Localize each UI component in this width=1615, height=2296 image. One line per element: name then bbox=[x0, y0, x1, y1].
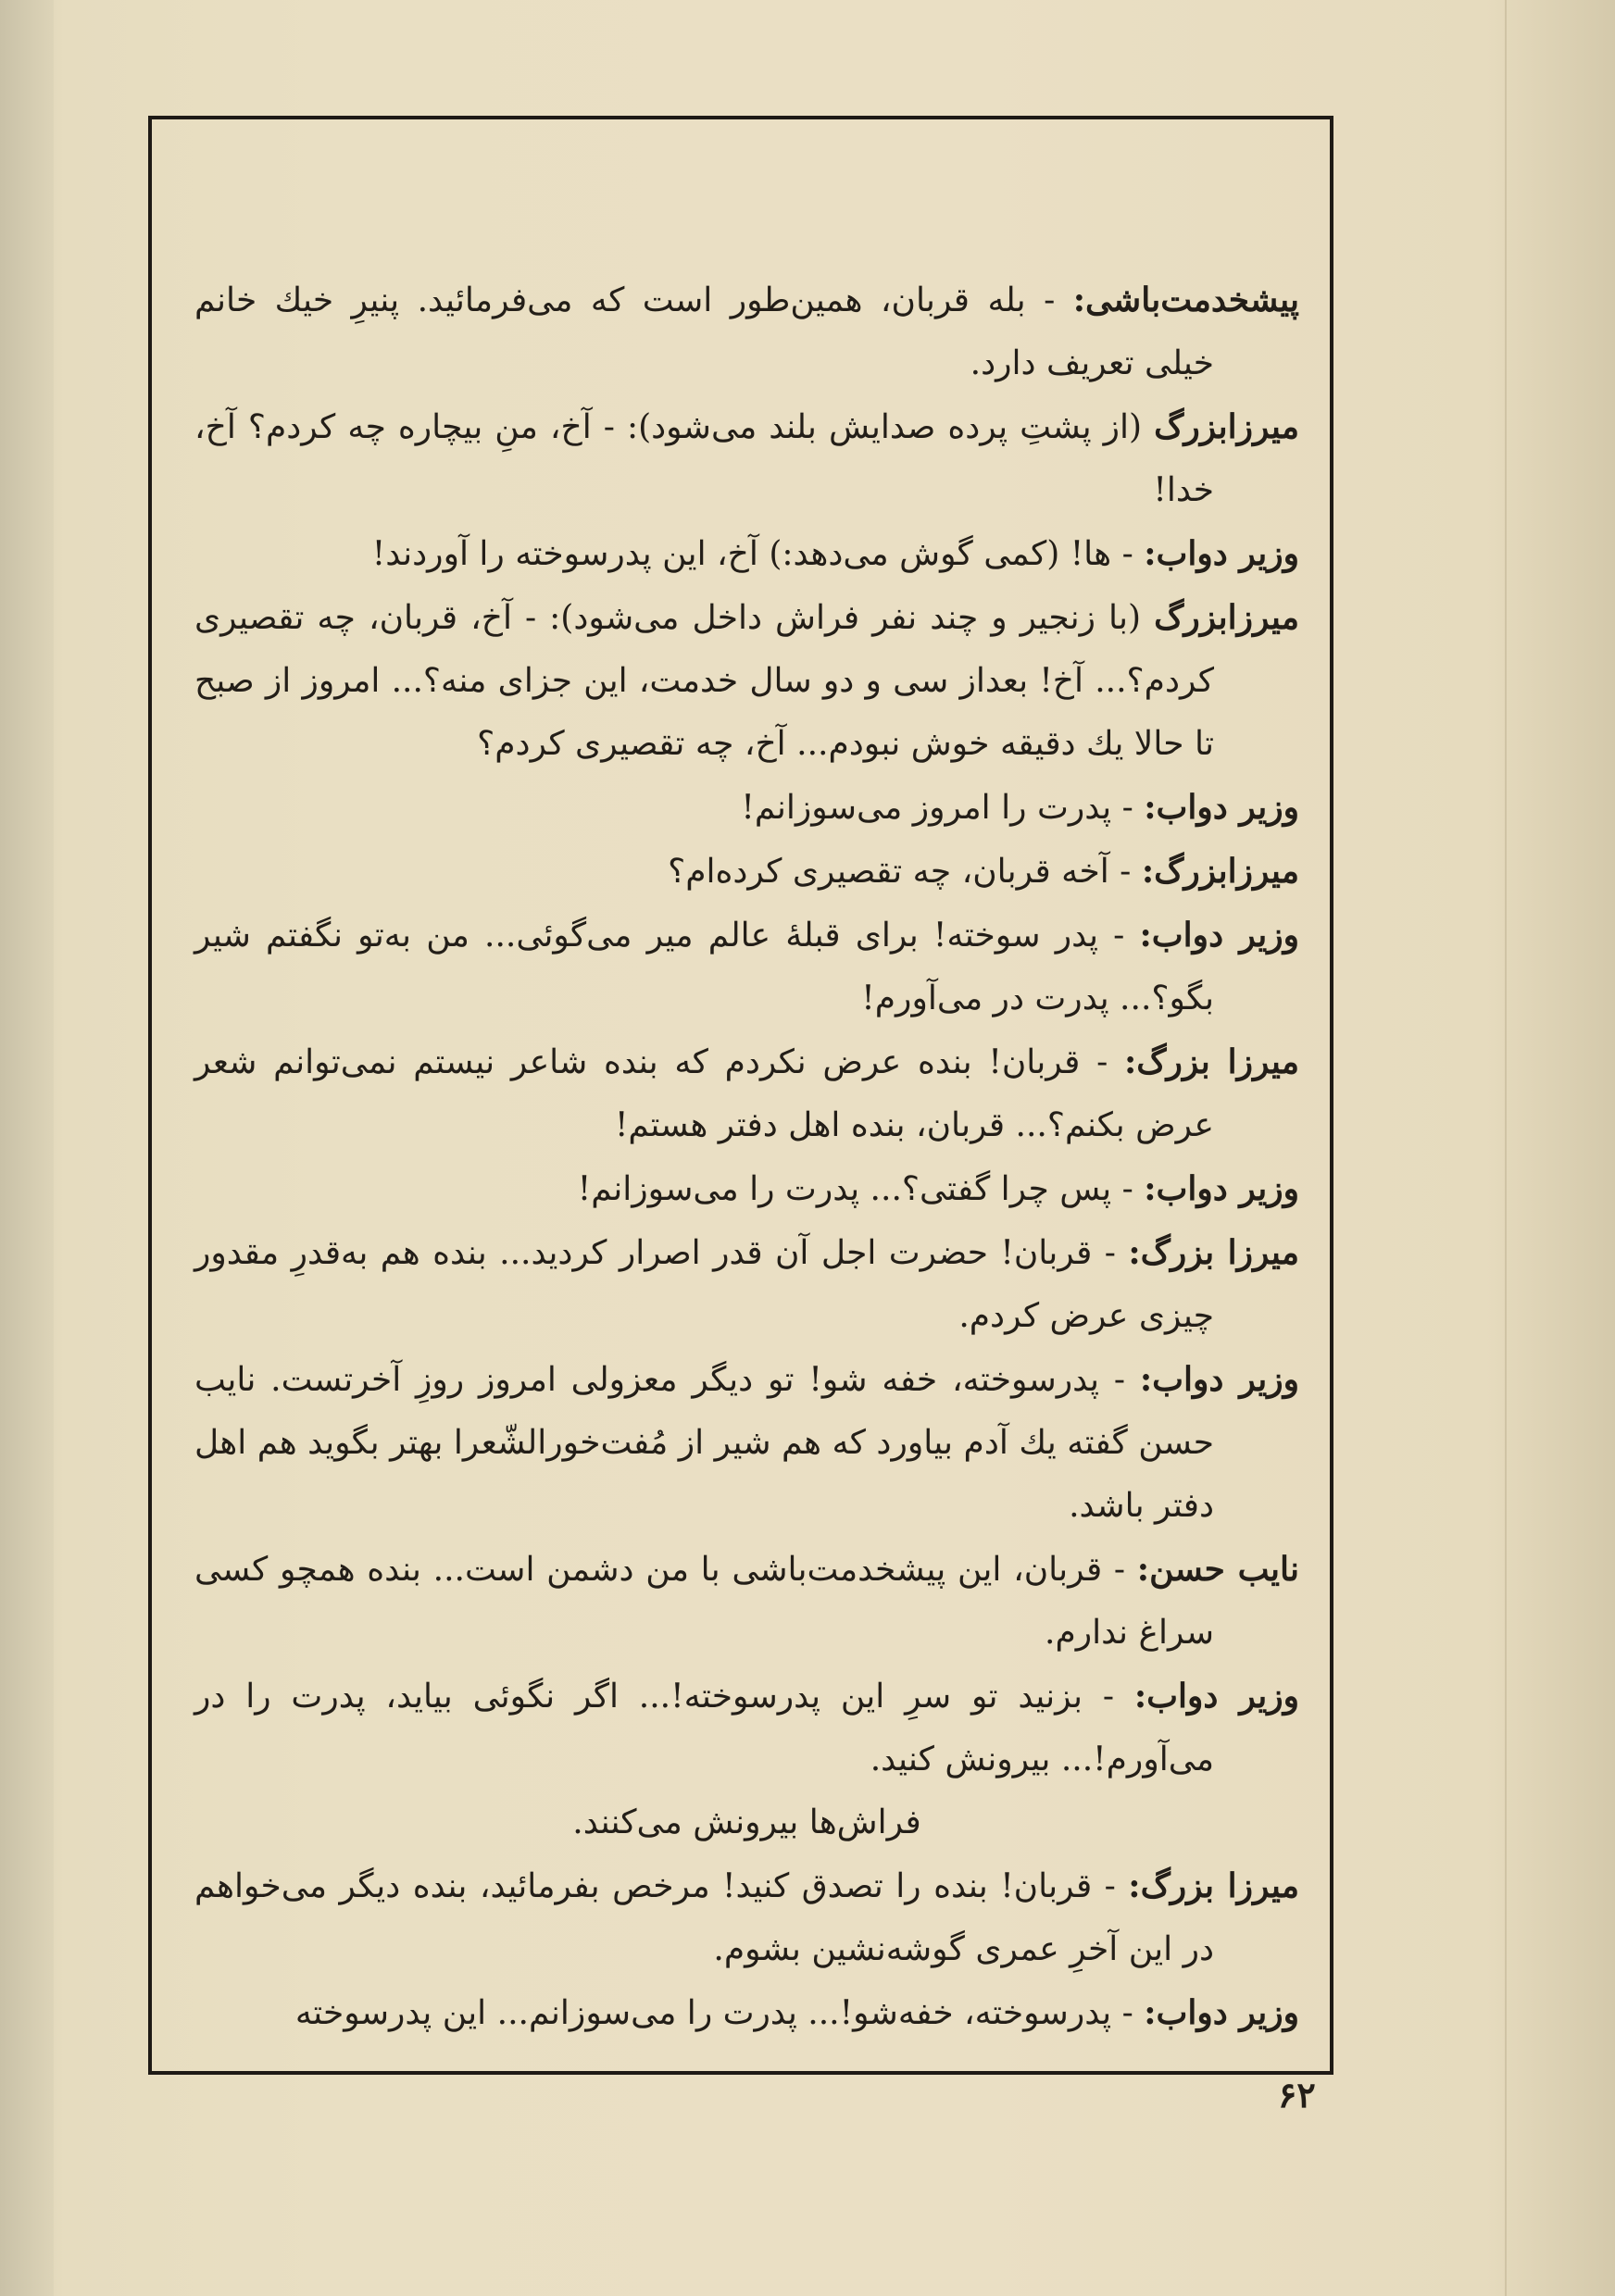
speaker-name: میرزابزرگ: bbox=[1141, 852, 1299, 891]
dialogue-text: (از پشتِ پرده صدایش بلند می‌شود): - آخ، منِ بیچاره چه کردم؟ آخ، خدا! bbox=[194, 408, 1214, 509]
speaker-name: میرزا بزرگ: bbox=[1128, 1866, 1300, 1905]
speaker-name: نایب حسن: bbox=[1136, 1550, 1300, 1589]
dialogue-line bbox=[194, 395, 1299, 522]
play-text bbox=[194, 268, 1299, 2045]
dialogue-text: - قربان! بنده را تصدق کنید! مرخص بفرمائید، بنده دیگر می‌خواهم در این آخرِ عمری گوشه‌نشین بشوم. bbox=[194, 1867, 1214, 1968]
speaker-name: میرزا بزرگ: bbox=[1128, 1233, 1299, 1272]
dialogue-text: - پس چرا گفتی؟... پدرت را می‌سوزانم! bbox=[577, 1170, 1133, 1208]
dialogue-text: - بزنید تو سرِ این پدرسوخته!... اگر نگوئی بیاید، پدرت را در می‌آورم!... بیرونش کنید. bbox=[194, 1678, 1214, 1778]
stage-direction: فراش‌ها بیرونش می‌کنند. bbox=[572, 1803, 921, 1841]
dialogue-text: - پدرسوخته، خفه‌شو!... پدرت را می‌سوزانم... این پدرسوخته bbox=[294, 1994, 1133, 2032]
speaker-name: میرزابزرگ bbox=[1154, 598, 1299, 637]
speaker-name: میرزا بزرگ: bbox=[1123, 1042, 1299, 1081]
page-number: ۶۲ bbox=[1278, 2074, 1316, 2115]
dialogue-text: (با زنجیر و چند نفر فراش داخل می‌شود): - آخ، قربان، چه تقصیری کردم؟... آخ! بعداز سی و دو سال خدمت، این جزای منه؟... امروز از صبح تا حالا یك دقیقه خوش نبودم... آخ، چه تقصیری کردم؟ bbox=[194, 599, 1214, 763]
speaker-name: وزیر دواب: bbox=[1139, 1360, 1300, 1399]
dialogue-line bbox=[194, 268, 1299, 395]
dialogue-text: - قربان! بنده عرض نکردم که بنده شاعر نیستم نمی‌توانم شعر عرض بکنم؟... قربان، بنده اهل دفتر هستم! bbox=[194, 1043, 1214, 1144]
dialogue-text: - پدرت را امروز می‌سوزانم! bbox=[741, 789, 1133, 827]
dialogue-text: - قربان، این پیشخدمت‌باشی با من دشمن است... بنده همچو کسی سراغ ندارم. bbox=[194, 1551, 1214, 1652]
dialogue-line bbox=[194, 1854, 1299, 1981]
dialogue-text: - پدر سوخته! برای قبلهٔ عالم میر می‌گوئی... من به‌تو نگفتم شیر بگو؟... پدرت در می‌آورم! bbox=[194, 917, 1214, 1017]
dialogue-line bbox=[194, 586, 1299, 776]
dialogue-line bbox=[194, 840, 1299, 904]
speaker-name: وزیر دواب: bbox=[1144, 534, 1299, 573]
dialogue-text: - بله قربان، همین‌طور است که می‌فرمائید. پنیرِ خیك خانم خیلی تعریف دارد. bbox=[194, 281, 1214, 382]
dialogue-text: - آخه قربان، چه تقصیری کرده‌ام؟ bbox=[668, 853, 1132, 891]
dialogue-text: - پدرسوخته، خفه شو! تو دیگر معزولی امروز روزِ آخرتست. نایب حسن گفته یك آدم بیاورد که هم شیر از مُفت‌خورالشّعرا بهتر بگوید هم اهل دفتر باشد. bbox=[194, 1361, 1214, 1525]
dialogue-line bbox=[194, 1221, 1299, 1348]
dialogue-line bbox=[194, 904, 1299, 1030]
paper-fold-line bbox=[1505, 0, 1507, 2296]
dialogue-line bbox=[194, 1981, 1299, 2045]
dialogue-line bbox=[194, 522, 1299, 586]
speaker-name: میرزابزرگ bbox=[1154, 407, 1299, 446]
dialogue-line bbox=[194, 1665, 1299, 1791]
dialogue-text: - ها! (کمی گوش می‌دهد:) آخ، این پدرسوخته را آوردند! bbox=[371, 535, 1133, 573]
speaker-name: وزیر دواب: bbox=[1133, 1677, 1299, 1716]
speaker-name: وزیر دواب: bbox=[1144, 1993, 1299, 2032]
speaker-name: پیشخدمت‌باشی: bbox=[1072, 281, 1299, 319]
dialogue-line bbox=[194, 1030, 1299, 1157]
dialogue-line bbox=[194, 776, 1299, 840]
speaker-name: وزیر دواب: bbox=[1144, 788, 1299, 827]
dialogue-text: - قربان! حضرت اجل آن قدر اصرار کردید... بنده هم به‌قدرِ مقدور چیزی عرض کردم. bbox=[194, 1234, 1214, 1335]
page-spine-shadow bbox=[0, 0, 54, 2296]
dialogue-line bbox=[194, 1157, 1299, 1221]
speaker-name: وزیر دواب: bbox=[1144, 1169, 1299, 1208]
dialogue-line bbox=[194, 1348, 1299, 1538]
dialogue-line bbox=[194, 1538, 1299, 1665]
speaker-name: وزیر دواب: bbox=[1139, 916, 1299, 955]
